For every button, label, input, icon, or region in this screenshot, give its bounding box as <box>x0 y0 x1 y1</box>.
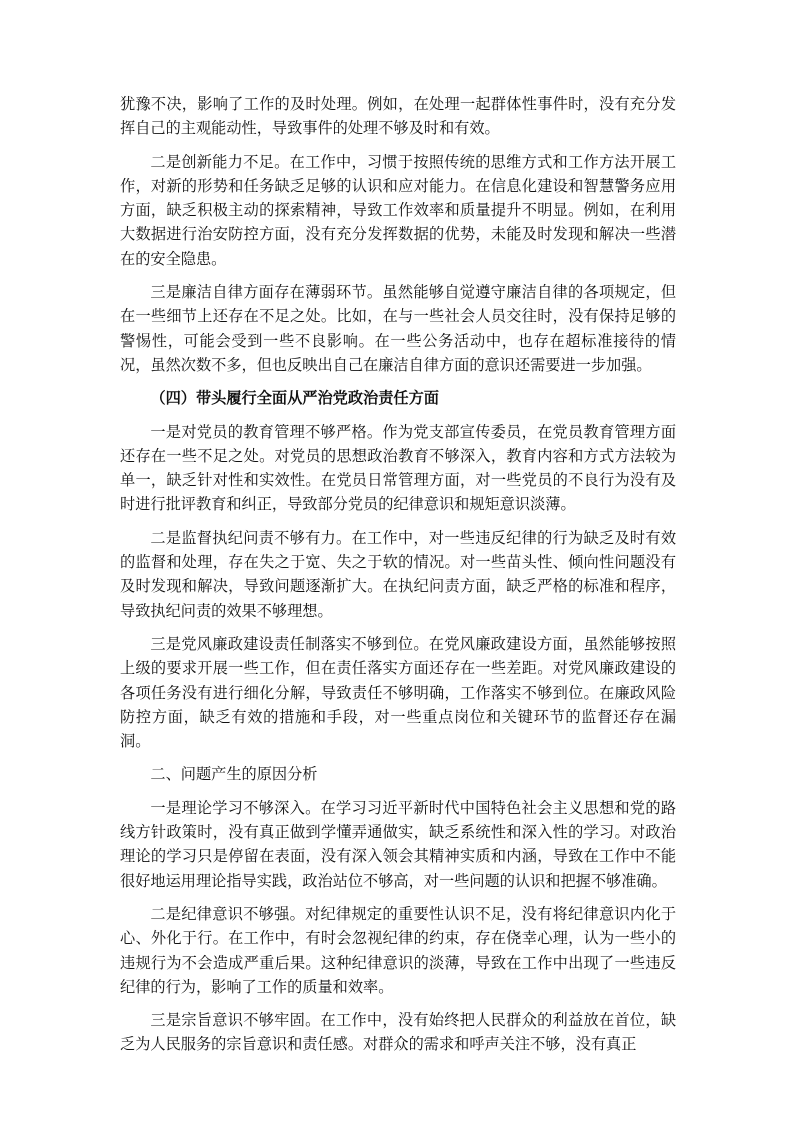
section-heading-party-governance: （四）带头履行全面从严治党政治责任方面 <box>150 389 439 408</box>
paragraph-discipline-awareness: 二是纪律意识不够强。对纪律规定的重要性认识不足，没有将纪律意识内化于心、外化于行。在工作中，有时会忽视纪律的约束，存在侥幸心理，认为一些小的违规行为不会造成严重后果。这种纪律意识的淡薄，导致在工作中出现了一些违反纪律的行为，影响了工作的质量和效率。 <box>120 904 676 996</box>
paragraph-continued: 犹豫不决，影响了工作的及时处理。例如，在处理一起群体性事件时，没有充分发挥自己的主观能动性，导致事件的处理不够及时和有效。 <box>120 95 676 138</box>
paragraph-theory-study: 一是理论学习不够深入。在学习习近平新时代中国特色社会主义思想和党的路线方针政策时，没有真正做到学懂弄通做实，缺乏系统性和深入性的学习。对政治理论的学习只是停留在表面，没有深入领会其精神实质和内涵，导致在工作中不能很好地运用理论指导实践，政治站位不够高，对一些问题的认识和把握不够准确。 <box>120 798 676 890</box>
paragraph-supervision-accountability: 二是监督执纪问责不够有力。在工作中，对一些违反纪律的行为缺乏及时有效的监督和处理，存在失之于宽、失之于软的情况。对一些苗头性、倾向性问题没有及时发现和解决，导致问题逐渐扩大。在执纪问责方面，缺乏严格的标准和程序，导致执纪问责的效果不够理想。 <box>120 528 676 620</box>
document-page <box>120 92 676 1066</box>
paragraph-clean-governance: 三是党风廉政建设责任制落实不够到位。在党风廉政建设方面，虽然能够按照上级的要求开展一些工作，但在责任落实方面还存在一些差距。对党风廉政建设的各项任务没有进行细化分解，导致责任不够明确，工作落实不够到位。在廉政风险防控方面，缺乏有效的措施和手段，对一些重点岗位和关键环节的监督还存在漏洞。 <box>120 634 676 751</box>
paragraph-integrity-self-discipline: 三是廉洁自律方面存在薄弱环节。虽然能够自觉遵守廉洁自律的各项规定，但在一些细节上还存在不足之处。比如，在与一些社会人员交往时，没有保持足够的警惕性，可能会受到一些不良影响。在一些公务活动中，也存在超标准接待的情况，虽然次数不多，但也反映出自己在廉洁自律方面的意识还需要进一步加强。 <box>120 283 676 374</box>
paragraph-innovation-ability: 二是创新能力不足。在工作中，习惯于按照传统的思维方式和工作方法开展工作，对新的形势和任务缺乏足够的认识和应对能力。在信息化建设和智慧警务应用方面，缺乏积极主动的探索精神，导致工作效率和质量提升不明显。例如，在利用大数据进行治安防控方面，没有充分发挥数据的优势，未能及时发现和解决一些潜在的安全隐患。 <box>120 152 676 268</box>
paragraph-purpose-awareness: 三是宗旨意识不够牢固。在工作中，没有始终把人民群众的利益放在首位，缺乏为人民服务的宗旨意识和责任感。对群众的需求和呼声关注不够，没有真正 <box>120 1011 676 1054</box>
section-heading-cause-analysis: 二、问题产生的原因分析 <box>150 765 318 784</box>
paragraph-member-education: 一是对党员的教育管理不够严格。作为党支部宣传委员，在党员教育管理方面还存在一些不足之处。对党员的思想政治教育不够深入，教育内容和方式方法较为单一，缺乏针对性和实效性。在党员日常管理方面，对一些党员的不良行为没有及时进行批评教育和纠正，导致部分党员的纪律意识和规矩意识淡薄。 <box>120 422 676 514</box>
